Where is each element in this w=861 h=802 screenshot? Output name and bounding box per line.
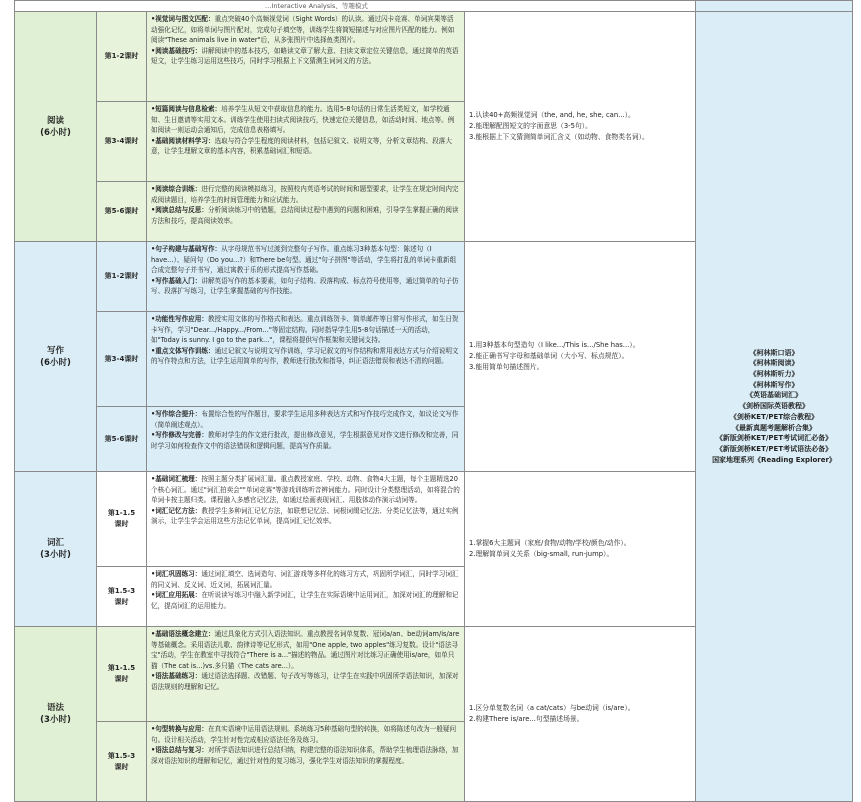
session-content-cell — [147, 722, 465, 802]
textbook-item: 《柯林斯阅读》 — [749, 359, 799, 368]
session-hours-label: 第5-6课时 — [104, 207, 139, 215]
goal-item: 3.能用简单句描述图片。 — [469, 363, 544, 371]
content-item-title: •语法总结与复习： — [151, 746, 208, 755]
session-hours-cell — [97, 627, 147, 722]
session-content-cell — [147, 472, 465, 567]
session-hours-cell — [97, 567, 147, 627]
content-item-text: 在听说读写练习中融入新学词汇，让学生在实际语境中运用词汇，加深对词汇的理解和记忆，提高词汇的运用能力。 — [151, 591, 459, 610]
session-hours-label: 第1-2课时 — [104, 52, 139, 60]
content-item-title: •阅读基础技巧： — [151, 46, 202, 55]
session-hours-label: 第1.5-3 — [107, 586, 136, 595]
content-item-title: •词汇记忆方法： — [151, 506, 202, 515]
content-item — [151, 104, 460, 136]
session-hours-label: 第1-1.5 — [107, 509, 136, 517]
session-hours-cell — [97, 312, 147, 407]
content-item-title: •视觉词与图文匹配： — [151, 15, 215, 23]
content-item-text: 选取与符合学生程度的阅读材料，包括记叙文、说明文等，分析文章结构、段落大意，让学生理解文章的基本内容，积累基础词汇和短语。 — [151, 136, 452, 156]
course-table — [14, 0, 853, 802]
session-hours-label: 第3-4课时 — [104, 137, 139, 145]
content-item-title: •阅读总结与反思： — [151, 206, 208, 215]
textbook-item: 《新版剑桥KET/PET考试词汇必备》 — [715, 434, 833, 443]
content-item — [151, 409, 460, 430]
goal-item: 3.能根据上下文猜测简单词汇含义（如动物、食物类名词）。 — [469, 133, 649, 141]
goal-item: 1.掌握6大主题词（家庭/食物/动物/学校/颜色/动作）。 — [469, 539, 631, 547]
content-item — [151, 569, 460, 590]
content-item — [151, 724, 460, 745]
session-hours-label: 第1-2课时 — [104, 272, 139, 280]
section-skill-name: 词汇 — [46, 538, 64, 548]
session-hours-cell — [97, 182, 147, 242]
goal-item: 2.构建There is/are...句型描述场景。 — [469, 715, 584, 723]
content-item-title: •写作修改与完善： — [151, 431, 208, 440]
content-item-title: •词汇应用拓展： — [151, 591, 202, 600]
session-content-cell — [147, 182, 465, 242]
content-item — [151, 745, 460, 766]
content-item-title: •语法基础练习： — [151, 672, 202, 681]
textbook-item: 《柯林斯口语》 — [749, 348, 799, 357]
content-item-text: 教授学生多种词汇记忆方法，如联想记忆法、词根词缀记忆法、分类记忆法等，通过实例演示，让学生学会运用这些方法记忆单词，提高词汇记忆效率。 — [151, 506, 459, 526]
content-item-text: 通过词汇填空、选词造句、词汇游戏等多样化的练习方式，巩固所学词汇，同时学习词汇的同义词、反义词、近义词，拓展词汇量。 — [151, 570, 459, 589]
content-item-title: •短篇阅读与信息检索： — [151, 105, 222, 113]
textbook-item: 《最新真题考题解析合集》 — [732, 423, 816, 432]
content-item-title: •功能性写作应用： — [151, 315, 208, 323]
content-item-text: 教授实用文体的写作格式和表达。重点训练贺卡、简单邮件等日常写作形式，如生日贺卡写作，学习"Dear.../Happy.../From..."等固定结构。同时指导学生用5-8句话描述一天的活动，如"Today is sunny. I go to the park..."，课程将提供写作框架和关键词支持。 — [151, 315, 459, 345]
goal-item: 1.区分单复数名词（a cat/cats）与be动词（is/are）。 — [469, 704, 635, 712]
textbook-item: 国家地理系列《Reading Explorer》 — [712, 455, 836, 464]
content-item — [151, 314, 460, 346]
content-item-text: 在真实语境中运用语法规则。系统练习5种基础句型的转换，如将陈述句改为一般疑问句。设计相关活动，学生针对性完成相应语法任务及练习。 — [151, 725, 457, 744]
session-hours-label: 第1.5-3 — [107, 751, 136, 760]
session-hours-cell — [97, 12, 147, 102]
session-content-cell — [147, 567, 465, 627]
section-skill-hours: (3小时) — [40, 715, 71, 725]
section-skill-hours: (3小时) — [40, 550, 71, 560]
goal-item: 2.能理解配图短文的字面意思（3-5句）。 — [469, 122, 592, 130]
content-item-title: •重点文体写作训练： — [151, 346, 215, 355]
content-item — [151, 590, 460, 611]
content-item — [151, 46, 460, 67]
session-hours-cell — [97, 472, 147, 567]
section-skill-cell — [15, 472, 97, 627]
session-content-cell — [147, 102, 465, 182]
section-skill-hours: (6小时) — [40, 127, 71, 138]
content-item-text: 讲解阅读中的基本技巧，如略读文章了解大意、扫读文章定位关键信息，通过简单的英语短文，让学生练习运用这些技巧，同时学习根据上下文猜测生词词义的方法。 — [151, 46, 459, 66]
session-content-cell — [147, 627, 465, 722]
content-item — [151, 629, 460, 671]
content-item-text: 教师对学生的作文进行批改，提出修改意见，学生根据意见对作文进行修改和完善，同时学习如何检查作文中的语法错误和逻辑问题，提高写作质量。 — [151, 431, 459, 450]
session-hours-cell — [97, 722, 147, 802]
session-hours-label: 第1-1.5 — [107, 664, 136, 672]
content-item-title: •阅读综合训练： — [151, 185, 202, 193]
textbook-item: 《柯林斯听力》 — [749, 370, 799, 379]
content-item — [151, 276, 460, 297]
content-item — [151, 14, 460, 46]
session-hours-label: 课时 — [114, 762, 129, 771]
textbook-item: 《剑桥国际英语教程》 — [739, 402, 809, 411]
content-item — [151, 205, 460, 226]
section-skill-name: 语法 — [46, 703, 64, 713]
content-item-text: 通过记叙文与说明文写作训练，学习记叙文的写作结构和常用表达方式与介绍说明文的写作特点和方法，让学生运用简单的写作，教师进行批改和指导，纠正语法错误和表达不清的问题。 — [151, 346, 459, 366]
content-item-text: 讲解英语写作的基本要素，如句子结构、段落构成、标点符号使用等，通过简单的句子仿写、段落扩写练习，让学生掌握基础的写作技能。 — [151, 276, 459, 296]
top-books-strip — [696, 1, 853, 12]
session-content-cell — [147, 12, 465, 102]
section-skill-hours: (6小时) — [40, 357, 71, 368]
section-goals-cell — [465, 627, 696, 802]
session-hours-label: 第5-6课时 — [104, 434, 139, 443]
section-skill-cell — [15, 242, 97, 472]
top-text: …Interactive Analysis、等趣模式 — [265, 2, 368, 10]
session-hours-label: 课时 — [114, 520, 129, 528]
goal-item: 1.认读40+高频视觉词（the, and, he, she, can...）。 — [469, 111, 635, 119]
content-item-text: 重点突破40个高频视觉词（Sight Words）的认读。通过闪卡竞赛、单词宾果等活动强化记忆，如将单词与图片配对，完成句子填空等，训练学生将简短描述与对应图片匹配的能力。例如阅读"These animals live in water"后，从多张图片中选择鱼类图片。 — [151, 15, 455, 45]
goal-item: 1.用3种基本句型造句（I like.../This is.../She has...）。 — [469, 341, 640, 349]
section-skill-name: 阅读 — [46, 115, 64, 126]
session-content-cell — [147, 312, 465, 407]
textbook-item: 《剑桥KET/PET综合教程》 — [729, 412, 819, 421]
content-item — [151, 430, 460, 451]
goal-item: 2.能正确书写字母和基础单词（大小写、标点规范）。 — [469, 352, 629, 360]
content-item — [151, 136, 460, 157]
content-item-text: 对所学语法知识进行总结归纳，构建完整的语法知识体系，帮助学生梳理语法脉络，加深对语法知识的理解和记忆，通过针对性的复习练习，强化学生对语法知识的掌握程度。 — [151, 746, 459, 765]
textbook-list-cell — [696, 12, 853, 802]
goal-item: 2.理解简单词义关系（big-small, run-jump）。 — [469, 550, 614, 558]
session-hours-cell — [97, 407, 147, 472]
section-skill-name: 写作 — [46, 345, 64, 356]
content-item-text: 通过语法选择题、改错题、句子改写等练习，让学生在实践中巩固所学语法知识，加深对语法规则的理解和记忆。 — [151, 672, 459, 691]
section-skill-cell — [15, 12, 97, 242]
content-item-text: 分析阅读练习中的错题，总结阅读过程中遇到的问题和困难，引导学生掌握正确的阅读方法和技巧，提高阅读效率。 — [151, 206, 459, 225]
section-goals-cell — [465, 472, 696, 627]
section-goals-cell — [465, 12, 696, 242]
content-item — [151, 506, 460, 527]
textbook-item: 《英语基础词汇》 — [746, 391, 802, 400]
session-hours-label: 课时 — [114, 597, 129, 606]
content-item — [151, 244, 460, 276]
content-item — [151, 474, 460, 506]
content-item-text: 按照主题分类扩展词汇量。重点教授家庭、学校、动物、食物4大主题，每个主题精选20个核心词汇。通过"词汇拍卖会""单词竞赛"等游戏训练听音辨词能力。同时设计分类整理活动，如将混合的单词卡按主题归类。课程融入多感官记忆法，如通过绘画表现词汇、用肢体动作演示动词等。 — [151, 475, 460, 505]
content-item-title: •基础语法概念建立： — [151, 630, 215, 638]
textbook-item: 《柯林斯写作》 — [749, 380, 799, 389]
content-item-text: 从字母规范书写过渡到完整句子写作。重点练习3种基本句型：陈述句（I have...）、疑问句（Do you...?）和There be句型。通过"句子拼图"等活动，学生将打乱的单词卡重新组合成完整句子并书写，通过寓教于乐的形式提高写作基础。 — [151, 245, 457, 275]
top-strip — [15, 1, 696, 12]
content-item-title: •基础阅读材料学习： — [151, 136, 215, 145]
session-hours-label: 第3-4课时 — [104, 354, 139, 363]
section-skill-cell — [15, 627, 97, 802]
session-content-cell — [147, 407, 465, 472]
content-item — [151, 671, 460, 692]
content-item-text: 进行完整的阅读模拟练习，按照校内英语考试的时间和题型要求，让学生在规定时间内完成阅读题目，培养学生的时间管理能力和应试能力。 — [151, 185, 459, 204]
content-item-text: 培养学生从短文中获取信息的能力。选用5-8句话的日常生活类短文，如学校通知、生日邀请等实用文本。训练学生使用扫读式阅读技巧，快速定位关键信息，如活动时间、地点等。例如阅读一则运动会通知后，完成信息表格填写。 — [151, 105, 455, 135]
content-item-title: •基础词汇梳理： — [151, 475, 202, 483]
content-item-text: 通过具象化方式引入语法知识。重点教授名词单复数、冠词a/an、be动词am/is/are等基础概念。采用语法儿歌、韵律诗等记忆形式，如用"One apple, two apples"练习复数。设计"语法寻宝"活动，学生在教室中寻找符合"There is a..."描述的物品。通过图片对比练习正确使用is/are，如单只猫（The cat is...)vs.多只猫（The cats are...）。 — [151, 630, 460, 670]
session-hours-cell — [97, 102, 147, 182]
content-item — [151, 184, 460, 205]
section-goals-cell — [465, 242, 696, 472]
content-item-title: •句型转换与应用： — [151, 725, 208, 733]
content-item-title: •写作综合提升： — [151, 410, 202, 418]
session-hours-label: 课时 — [114, 675, 129, 683]
content-item — [151, 346, 460, 367]
content-item-title: •句子构建与基础写作： — [151, 245, 222, 253]
content-item-text: 布置综合性的写作题目，要求学生运用多种表达方式和写作技巧完成作文，如议论文写作（简单阐述观点）。 — [151, 410, 459, 429]
content-item-title: •写作基础入门： — [151, 276, 202, 285]
content-item-title: •词汇巩固练习： — [151, 570, 202, 578]
session-hours-cell — [97, 242, 147, 312]
textbook-item: 《新版剑桥KET/PET考试语法必备》 — [715, 444, 833, 453]
session-content-cell — [147, 242, 465, 312]
